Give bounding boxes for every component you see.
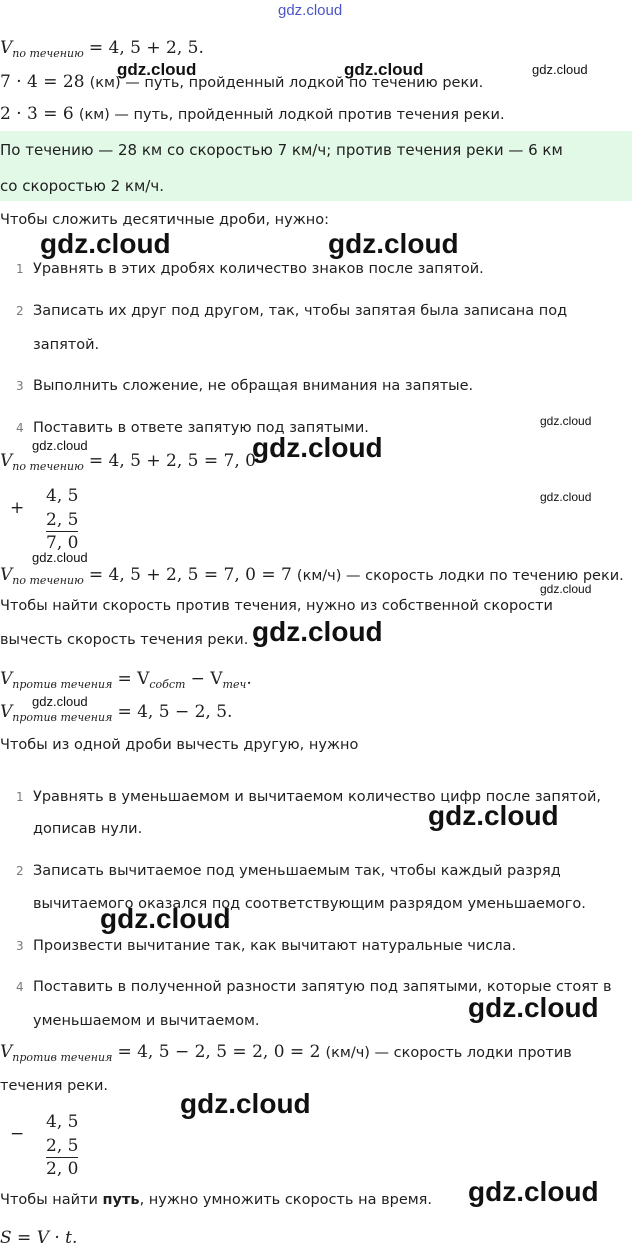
formula-v-down-full: $V_{по течению} = 4$, 5 + 2, 5 = 7, 0 = 7 (км/ч) — скорость лодки по течению реки. [0,565,624,587]
sub-step-number: 2 [16,864,24,878]
watermark: gdz.cloud [252,432,383,463]
sub-step-number: 4 [16,980,24,994]
sub-step: Уравнять в уменьшаемом и вычитаемом количество цифр после запятой, [33,789,601,805]
add-step-number: 2 [16,304,24,318]
sub-step: Записать вычитаемое под уменьшаемым так, чтобы каждый разряд [33,863,561,879]
column-sub-b: 2, 5 [46,1136,79,1156]
sub-step: Произвести вычитание так, как вычитают натуральные числа. [33,938,517,954]
up-intro-2: вычесть скорость течения реки. [0,632,249,648]
watermark: gdz.cloud [100,903,231,934]
watermark: gdz.cloud [32,550,88,565]
add-step-number: 1 [16,262,24,276]
watermark: gdz.cloud [32,438,88,453]
column-sub-result: 2, 0 [46,1159,79,1179]
watermark: gdz.cloud [540,490,592,504]
watermark: gdz.cloud [117,60,197,79]
add-step: Уравнять в этих дробях количество знаков после запятой. [33,261,484,277]
add-step-number: 3 [16,379,24,393]
answer-line-2: со скоростью 2 км/ч. [0,177,164,195]
sub-step-continued: дописав нули. [33,821,143,837]
watermark: gdz.cloud [328,228,459,259]
column-sub-sign: − [10,1124,25,1144]
watermark: gdz.cloud [532,62,588,77]
sub-step-continued: вычитаемого оказался под соответствующим разрядом уменьшаемого. [33,896,586,912]
column-sub-a: 4, 5 [46,1112,79,1132]
column-add-sign: + [10,498,25,518]
sub-intro: Чтобы из одной дроби вычесть другую, нужно [0,737,359,753]
sub-step-continued: уменьшаемом и вычитаемом. [33,1013,260,1029]
path-keyword: путь [102,1192,140,1208]
watermark: gdz.cloud [344,60,424,79]
formula-v-down: $V_{по течению} = 4$, 5 + 2, 5. [0,38,204,60]
watermark: gdz.cloud [32,694,88,709]
watermark: gdz.cloud [468,1176,599,1207]
formula-v-up-def: $V_{против течения} = V_{собст} - V_{теч}$. [0,669,252,691]
path-intro: Чтобы найти путь, нужно умножить скорость на время. [0,1192,433,1208]
column-add-a: 4, 5 [46,486,79,506]
column-add-b: 2, 5 [46,510,79,530]
watermark: gdz.cloud [540,414,592,428]
add-step: Записать их друг под другом, так, чтобы запятая была записана под [33,303,568,319]
sub-step-number: 3 [16,939,24,953]
sub-step: Поставить в полученной разности запятую под запятыми, которые стоят в [33,979,612,995]
top-watermark: gdz.cloud [278,2,343,19]
add-step: Выполнить сложение, не обращая внимания на запятые. [33,378,474,394]
watermark: gdz.cloud [180,1088,311,1119]
column-add-result: 7, 0 [46,533,79,553]
watermark: gdz.cloud [40,228,171,259]
add-step-continued: запятой. [33,337,100,353]
add-step-number: 4 [16,421,24,435]
formula-v-down-sum: $V_{по течению} = 4$, 5 + 2, 5 = 7, 0 [0,451,256,473]
watermark: gdz.cloud [468,992,599,1023]
dist-up-line: 2 · 3 = 6 (км) — путь, пройденный лодкой против течения реки. [0,104,505,124]
answer-line-1: По течению — 28 км со скоростью 7 км/ч; против течения реки — 6 км [0,141,563,159]
up-intro-1: Чтобы найти скорость против течения, нужно из собственной скорости [0,598,553,614]
formula-v-up-full: $V_{против течения} = 4$, 5 − 2, 5 = 2, 0 = 2 (км/ч) — скорость лодки против [0,1042,572,1064]
watermark: gdz.cloud [252,616,383,647]
path-formula: S = V · t. [0,1228,78,1248]
watermark: gdz.cloud [428,800,559,831]
dist-down-line: 7 · 4 = 28 (км) — путь, пройденный лодкой по течению реки. [0,72,484,92]
formula-v-up-expr: $V_{против течения} = 4$, 5 − 2, 5. [0,702,233,724]
v-up-full-text-2: течения реки. [0,1078,109,1094]
sub-step-number: 1 [16,790,24,804]
add-step: Поставить в ответе запятую под запятыми. [33,420,369,436]
watermark: gdz.cloud [540,582,592,596]
add-intro: Чтобы сложить десятичные дроби, нужно: [0,212,330,228]
